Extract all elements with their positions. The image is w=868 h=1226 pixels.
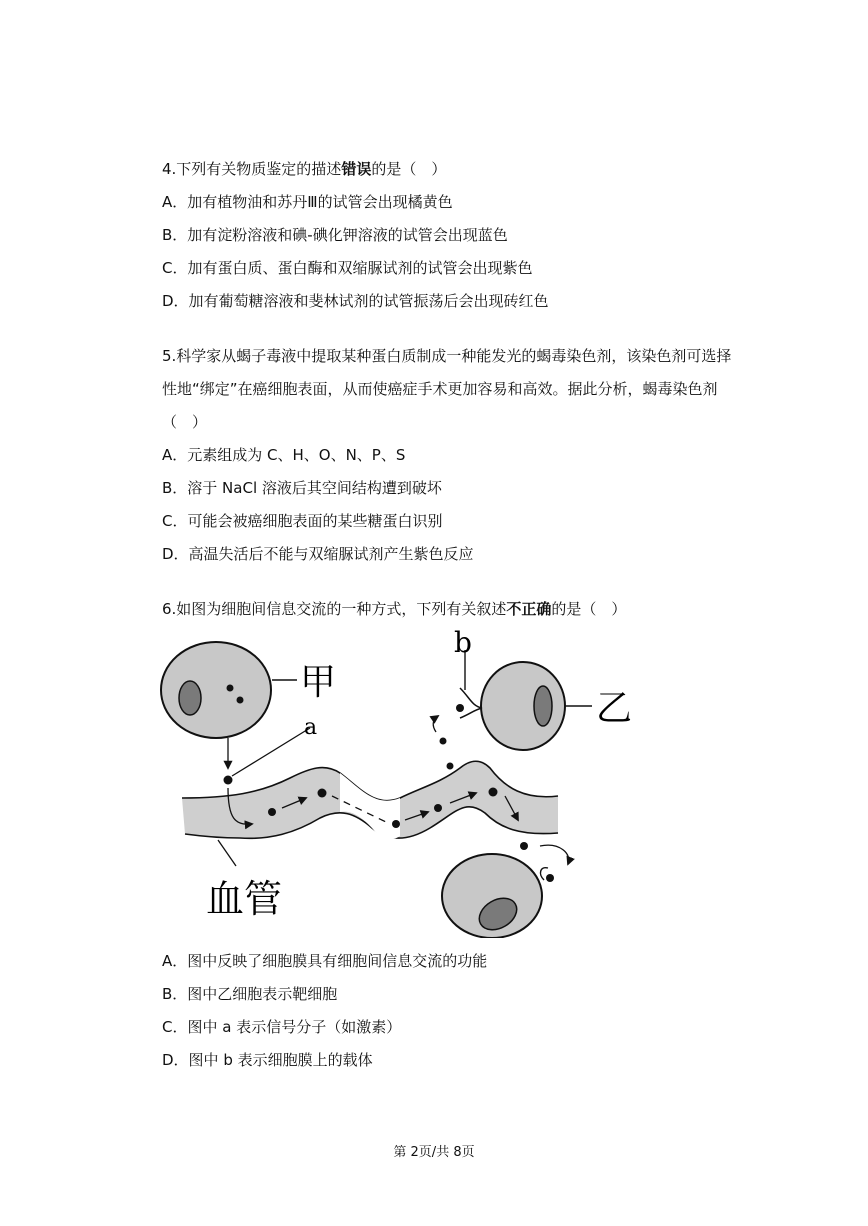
- q4-stem-bold: 错误: [341, 160, 372, 178]
- q6-option-c: C．图中 a 表示信号分子（如激素）: [162, 1018, 402, 1036]
- q5-stem-line3: （ ）: [162, 413, 208, 431]
- label-jia: 甲: [300, 662, 337, 703]
- q4-option-b: B．加有淀粉溶液和碘-碘化钾溶液的试管会出现蓝色: [162, 226, 508, 244]
- cell-lower: [442, 854, 554, 938]
- q4-option-d: D．加有葡萄糖溶液和斐林试剂的试管振荡后会出现砖红色: [162, 292, 549, 310]
- label-b: b: [454, 628, 472, 659]
- q4-stem-tail: 的是（ ）: [371, 160, 447, 178]
- blood-vessel: [182, 761, 558, 839]
- q4-stem: [162, 158, 446, 180]
- page-footer: 第 2页/共 8页: [393, 1145, 475, 1160]
- cell-yi: [456, 650, 592, 750]
- q6-stem: [162, 598, 626, 620]
- label-vessel: 血管: [206, 877, 283, 921]
- q5-option-b: B．溶于 NaCl 溶液后其空间结构遭到破坏: [162, 479, 442, 497]
- q6-option-a: A．图中反映了细胞膜具有细胞间信息交流的功能: [162, 952, 488, 970]
- q5-option-c: C．可能会被癌细胞表面的某些糖蛋白识别: [162, 512, 443, 530]
- cell-jia: [161, 642, 297, 738]
- q5-option-a: A．元素组成为 C、H、O、N、P、S: [162, 446, 406, 464]
- label-a: a: [304, 715, 318, 740]
- q5-stem-line1: 5.科学家从蝎子毒液中提取某种蛋白质制成一种能发光的蝎毒染色剂，该染色剂可选择: [162, 347, 732, 365]
- q6-option-b: B．图中乙细胞表示靶细胞: [162, 985, 338, 1003]
- cell-signaling-diagram: [160, 628, 640, 938]
- label-yi: 乙: [596, 688, 633, 729]
- q6-stem-tail: 的是（ ）: [551, 600, 627, 618]
- q5-stem-line2: 性地“绑定”在癌细胞表面，从而使癌症手术更加容易和高效。据此分析，蝎毒染色剂: [162, 380, 718, 398]
- q5-option-d: D．高温失活后不能与双缩脲试剂产生紫色反应: [162, 545, 474, 563]
- q4-option-a: A．加有植物油和苏丹Ⅲ的试管会出现橘黄色: [162, 193, 453, 211]
- q6-stem-bold: 不正确: [506, 600, 552, 618]
- q4-option-c: C．加有蛋白质、蛋白酶和双缩脲试剂的试管会出现紫色: [162, 259, 533, 277]
- q6-option-d: D．图中 b 表示细胞膜上的载体: [162, 1051, 373, 1069]
- q4-stem-text: 4.下列有关物质鉴定的描述: [162, 160, 342, 178]
- q6-stem-text: 6.如图为细胞间信息交流的一种方式，下列有关叙述: [162, 600, 507, 618]
